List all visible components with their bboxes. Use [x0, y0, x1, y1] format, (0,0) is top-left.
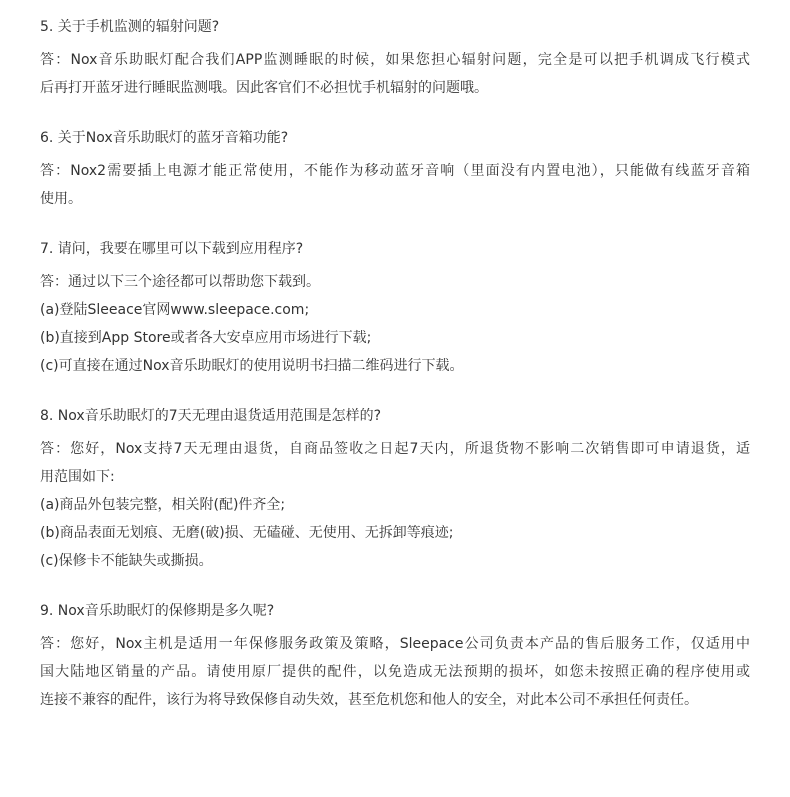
answer-line: (c)可直接在通过Nox音乐助眠灯的使用说明书扫描二维码进行下载。 [40, 358, 464, 374]
faq-question: 5. 关于手机监测的辐射问题? [40, 19, 220, 35]
answer-line: (b)直接到App Store或者各大安卓应用市场进行下载; [40, 330, 372, 346]
faq-answer [40, 157, 750, 213]
answer-line: 答：您好，Nox支持7天无理由退货，自商品签收之日起7天内，所退货物不影响二次销售即可申请退货，适 [40, 441, 750, 457]
faq-question: 7. 请问，我要在哪里可以下载到应用程序? [40, 241, 304, 257]
faq-question: 9. Nox音乐助眠灯的保修期是多久呢? [40, 603, 275, 619]
faq-spacer [40, 380, 750, 402]
answer-line: 答：Nox音乐助眠灯配合我们APP监测睡眠的时候，如果您担心辐射问题，完全是可以把手机调成飞行模式 [40, 52, 750, 68]
answer-line: 后再打开蓝牙进行睡眠监测哦。因此客官们不必担忧手机辐射的问题哦。 [40, 80, 488, 96]
answer-line: 答：Nox2需要插上电源才能正常使用，不能作为移动蓝牙音响（里面没有内置电池），只能做有线蓝牙音箱 [40, 163, 750, 179]
faq-spacer [40, 213, 750, 235]
answer-line: (a)登陆Sleeace官网www.sleepace.com; [40, 302, 310, 318]
faq-item-5 [40, 13, 750, 102]
answer-line: (c)保修卡不能缺失或撕损。 [40, 553, 213, 569]
faq-item-6 [40, 124, 750, 213]
answer-line: (a)商品外包装完整，相关附(配)件齐全; [40, 497, 286, 513]
faq-question: 8. Nox音乐助眠灯的7天无理由退货适用范围是怎样的? [40, 408, 382, 424]
faq-answer [40, 46, 750, 102]
faq-item-8 [40, 402, 750, 575]
faq-answer [40, 630, 750, 714]
faq-answer [40, 435, 750, 575]
answer-line: 用范围如下: [40, 469, 115, 485]
answer-line: 使用。 [40, 191, 82, 207]
faq-item-9 [40, 597, 750, 714]
faq-question: 6. 关于Nox音乐助眠灯的蓝牙音箱功能? [40, 130, 289, 146]
answer-line: 答：通过以下三个途径都可以帮助您下载到。 [40, 274, 320, 290]
answer-line: 国大陆地区销量的产品。请使用原厂提供的配件，以免造成无法预期的损坏，如您未按照正确的程序使用或 [40, 664, 750, 680]
faq-answer [40, 268, 750, 380]
faq-spacer [40, 575, 750, 597]
faq-spacer [40, 102, 750, 124]
faq-item-7 [40, 235, 750, 380]
answer-line: 连接不兼容的配件，该行为将导致保修自动失效，甚至危机您和他人的安全，对此本公司不承担任何责任。 [40, 692, 698, 708]
answer-line: (b)商品表面无划痕、无磨(破)损、无磕碰、无使用、无拆卸等痕迹; [40, 525, 454, 541]
answer-line: 答：您好，Nox主机是适用一年保修服务政策及策略，Sleepace公司负责本产品的售后服务工作，仅适用中 [40, 636, 750, 652]
